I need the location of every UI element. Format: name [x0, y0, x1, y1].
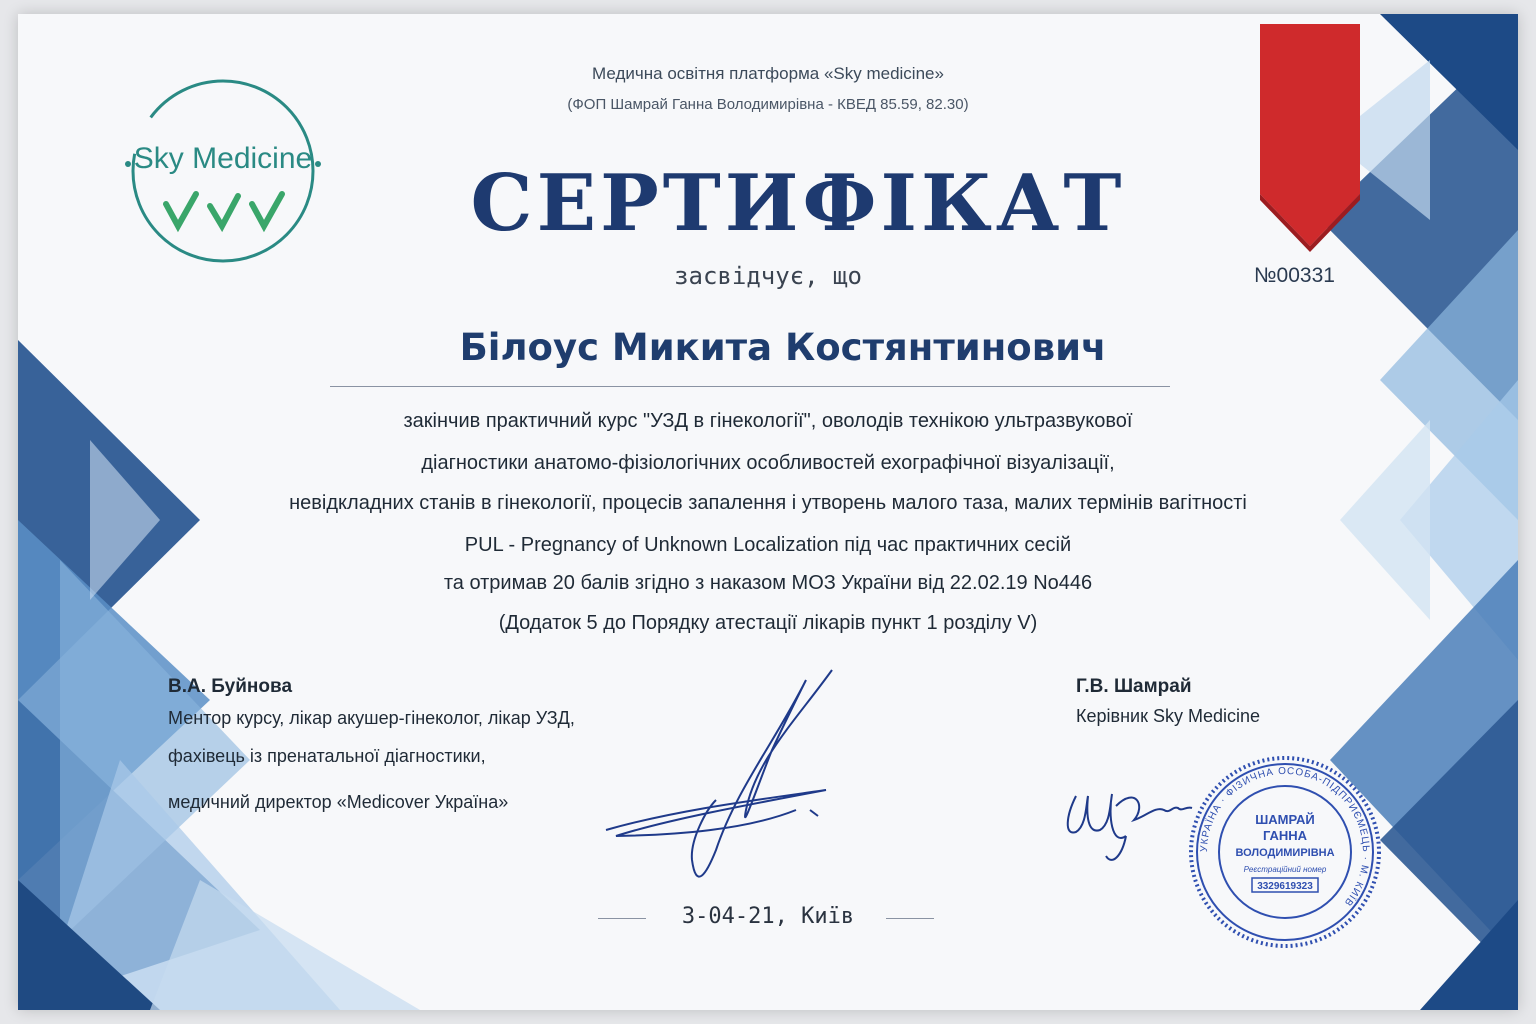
entity-header: (ФОП Шамрай Ганна Володимирівна - КВЕД 85.59, 82.30) [567, 96, 969, 113]
stamp-registry-label: Реєстраційний номер [1243, 865, 1327, 874]
certificate-title: СЕРТИФІКАТ [470, 158, 1126, 249]
certificate-number: №00331 [1254, 264, 1335, 287]
stamp-registry-number: 3329619323 [1257, 881, 1313, 892]
date-line [886, 918, 934, 919]
body-line: діагностики анатомо-фізіологічних особливостей ехографічної візуалізації, [421, 452, 1115, 474]
stamp-line: ВОЛОДИМИРІВНА [1235, 847, 1335, 859]
recipient-underline [330, 386, 1170, 387]
right-signatory-role: Керівник Sky Medicine [1076, 706, 1260, 726]
logo-text: Sky Medicine [133, 142, 313, 175]
left-signature-icon [596, 660, 876, 890]
left-signatory-role: медичний директор «Medicover Україна» [168, 792, 509, 812]
stamp-line: ШАМРАЙ [1255, 812, 1315, 827]
left-signatory-role: фахівець із пренатальної діагностики, [168, 746, 486, 766]
left-signatory-name: В.А. Буйнова [168, 676, 293, 697]
right-signatory-name: Г.В. Шамрай [1076, 676, 1192, 697]
stamp-line: ГАННА [1262, 828, 1308, 843]
body-line: (Додаток 5 до Порядку атестації лікарів пункт 1 розділу V) [498, 612, 1038, 634]
body-line: PUL - Pregnancy of Unknown Localization під час практичних сесій [464, 534, 1072, 556]
body-line: невідкладних станів в гінекології, процесів запалення і утворень малого таза, малих термінів вагітності [289, 492, 1247, 514]
body-line: та отримав 20 балів згідно з наказом МОЗ України від 22.02.19 No446 [443, 572, 1093, 594]
recipient-name: Білоус Микита Костянтинович [459, 326, 1107, 369]
stamp-outer-text: УКРАЇНА · ФІЗИЧНА ОСОБА-ПІДПРИЄМЕЦЬ · М. КИЇВ [1198, 765, 1372, 909]
date-place: 3-04-21, Київ [681, 904, 855, 929]
left-signatory-role: Ментор курсу, лікар акушер-гінеколог, лікар УЗД, [168, 708, 575, 728]
certificate-subtitle: засвідчує, що [674, 262, 862, 290]
platform-header: Медична освітня платформа «Sky medicine» [592, 64, 944, 83]
body-line: закінчив практичний курс "УЗД в гінекології", оволодів технікою ультразвукової [403, 410, 1133, 432]
